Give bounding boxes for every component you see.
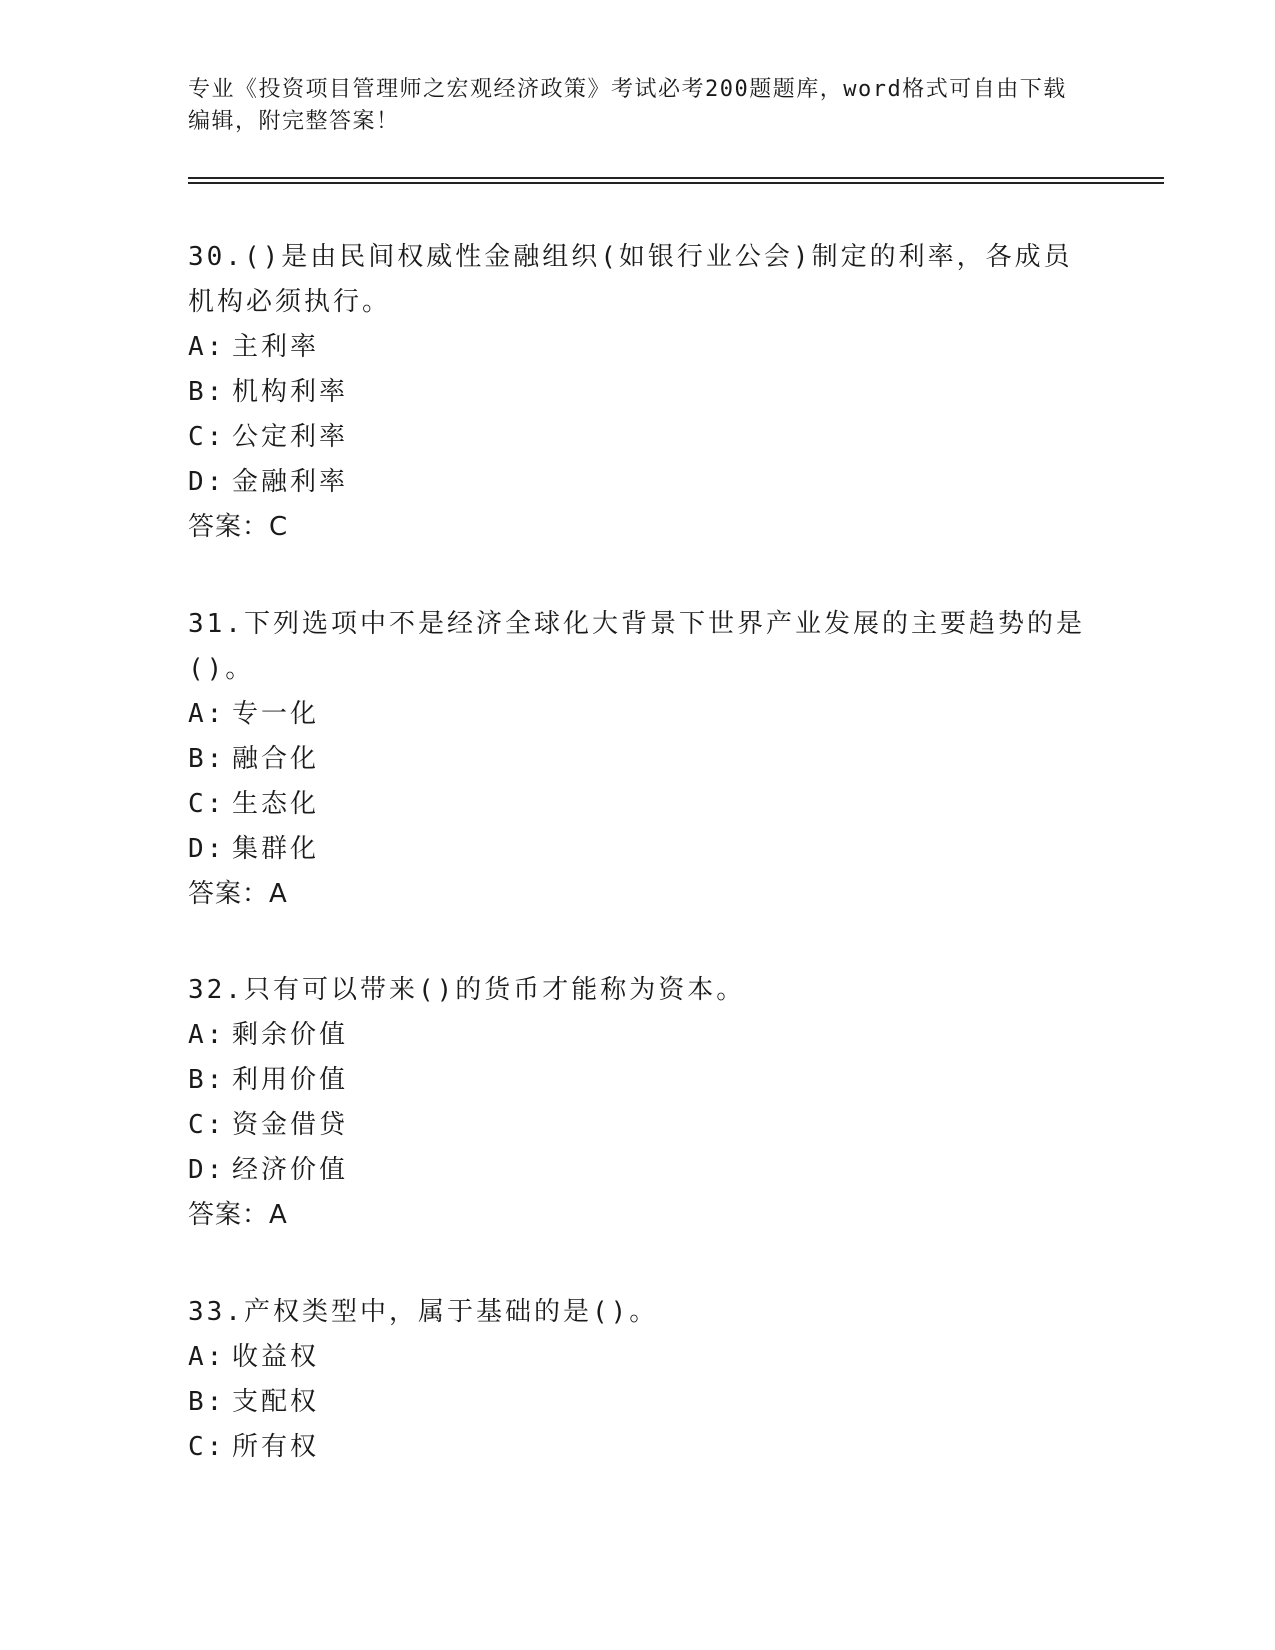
option-b [188,1380,1088,1425]
document-header: 专业《投资项目管理师之宏观经济政策》考试必考200题题库，word格式可自由下载编辑，附完整答案！ [188,77,1067,134]
option-text: 利用价值 [232,1065,349,1095]
option-letter: A: [188,1020,226,1050]
option-letter: B: [188,744,226,774]
option-c [188,1425,1088,1470]
option-letter: B: [188,1387,226,1417]
option-text: 资金借贷 [232,1110,349,1140]
option-text: 金融利率 [232,467,349,497]
option-a [188,692,1088,737]
option-text: 生态化 [232,789,320,819]
option-text: 融合化 [232,744,320,774]
option-text: 剩余价值 [232,1020,349,1050]
question-33 [188,1290,1088,1470]
question-stem: 33.产权类型中，属于基础的是()。 [188,1297,659,1327]
option-text: 机构利率 [232,377,349,407]
option-letter: C: [188,422,226,452]
option-d [188,1148,1088,1193]
answer-line: 答案：C [188,512,289,542]
option-text: 经济价值 [232,1155,349,1185]
option-d [188,827,1088,872]
option-text: 公定利率 [232,422,349,452]
option-letter: D: [188,467,226,497]
option-letter: D: [188,834,226,864]
question-32 [188,968,1088,1238]
option-a [188,1335,1088,1380]
option-text: 收益权 [232,1342,320,1372]
option-letter: C: [188,1110,226,1140]
option-c [188,1103,1088,1148]
option-letter: B: [188,1065,226,1095]
option-b [188,370,1088,415]
option-d [188,460,1088,505]
question-stem: 30.()是由民间权威性金融组织(如银行业公会)制定的利率，各成员机构必须执行。 [188,242,1073,317]
question-30 [188,235,1088,550]
option-a [188,325,1088,370]
option-a [188,1013,1088,1058]
option-c [188,415,1088,460]
option-text: 所有权 [232,1432,320,1462]
option-letter: A: [188,1342,226,1372]
option-c [188,782,1088,827]
option-letter: D: [188,1155,226,1185]
option-b [188,1058,1088,1103]
option-text: 集群化 [232,834,320,864]
header-divider-top [188,177,1164,179]
answer-line: 答案：A [188,1200,288,1230]
option-text: 专一化 [232,699,320,729]
option-b [188,737,1088,782]
question-31 [188,602,1088,917]
option-text: 支配权 [232,1387,320,1417]
option-letter: A: [188,699,226,729]
option-letter: A: [188,332,226,362]
answer-line: 答案：A [188,879,288,909]
header-divider-bottom [188,182,1164,184]
option-letter: B: [188,377,226,407]
question-stem: 32.只有可以带来()的货币才能称为资本。 [188,975,746,1005]
option-letter: C: [188,1432,226,1462]
question-stem: 31.下列选项中不是经济全球化大背景下世界产业发展的主要趋势的是()。 [188,609,1085,684]
option-text: 主利率 [232,332,320,362]
option-letter: C: [188,789,226,819]
